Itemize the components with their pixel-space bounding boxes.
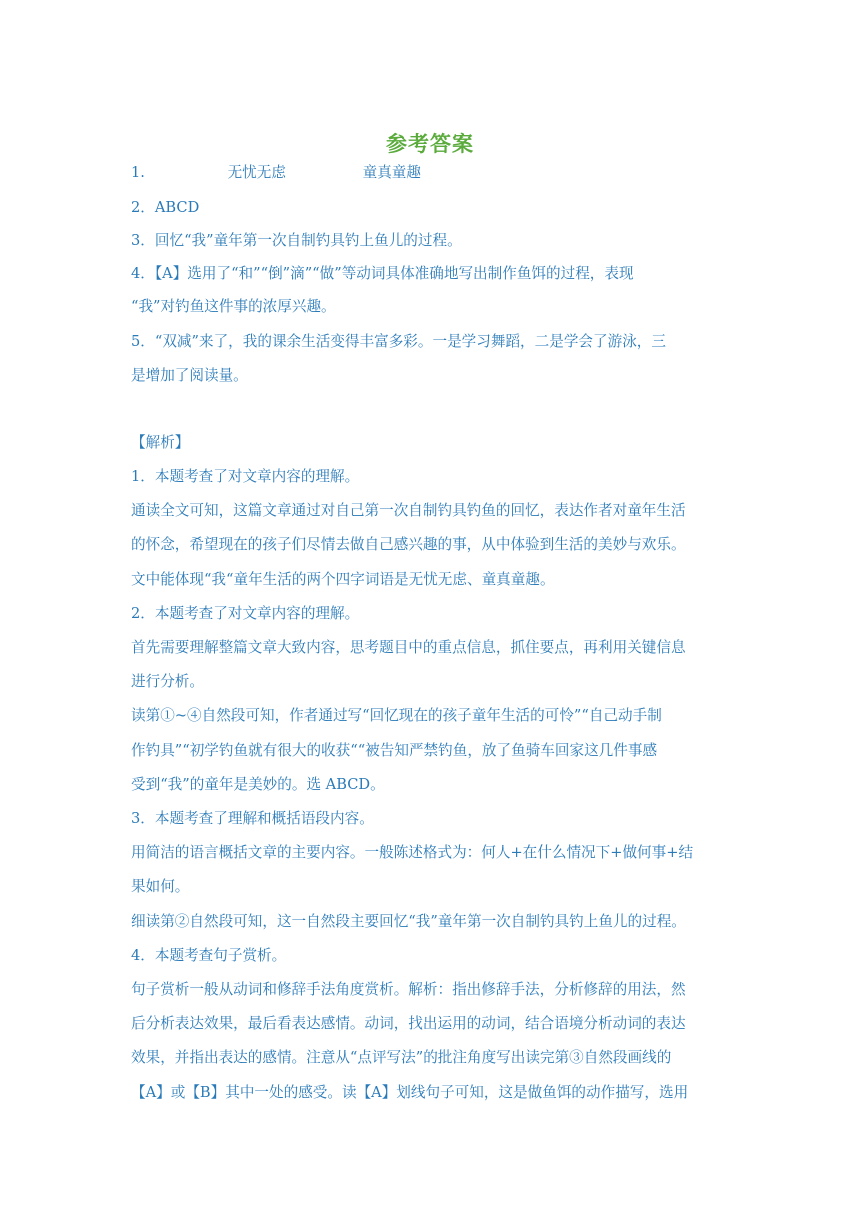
analysis-line: 作钓具”“初学钓鱼就有很大的收获““被告知严禁钓鱼，放了鱼骑车回家这几件事感: [131, 742, 658, 759]
analysis-line: 细读第②自然段可知，这一自然段主要回忆“我”童年第一次自制钓具钓上鱼儿的过程。: [131, 913, 686, 930]
answer-2: 2．ABCD: [131, 199, 200, 216]
page-title: 参考答案: [386, 132, 474, 156]
analysis-line: 4．本题考查句子赏析。: [131, 947, 287, 964]
answer-1: [131, 163, 751, 183]
analysis-line: 果如何。: [131, 878, 190, 895]
analysis-line: 句子赏析一般从动词和修辞手法角度赏析。解析：指出修辞手法，分析修辞的用法，然: [131, 981, 686, 998]
analysis-line: 的怀念，希望现在的孩子们尽情去做自己感兴趣的事，从中体验到生活的美妙与欢乐。: [131, 536, 686, 553]
answer-1-number: 1.: [131, 164, 145, 181]
answer-5-line-1: 5．“双减”来了，我的课余生活变得丰富多彩。一是学习舞蹈，二是学会了游泳，三: [131, 333, 666, 350]
analysis-line: 【A】或【B】其中一处的感受。读【A】划线句子可知，这是做鱼饵的动作描写，选用: [131, 1084, 689, 1101]
analysis-line: 读第①~④自然段可知，作者通过写“回忆现在的孩子童年生活的可怜”“自己动手制: [131, 707, 662, 724]
analysis-line: 文中能体现“我“童年生活的两个四字词语是无忧无虑、童真童趣。: [131, 571, 555, 588]
analysis-line: 2．本题考查了对文章内容的理解。: [131, 605, 360, 622]
answer-5-line-2: 是增加了阅读量。: [131, 367, 248, 384]
analysis-line: 1．本题考查了对文章内容的理解。: [131, 468, 360, 485]
answer-1-word-1: 无忧无虑: [227, 164, 286, 181]
analysis-line: 首先需要理解整篇文章大致内容，思考题目中的重点信息，抓住要点，再利用关键信息: [131, 639, 686, 656]
analysis-line: 后分析表达效果，最后看表达感情。动词，找出运用的动词，结合语境分析动词的表达: [131, 1015, 686, 1032]
answer-3: 3．回忆“我”童年第一次自制钓具钓上鱼儿的过程。: [131, 232, 462, 249]
analysis-heading: 【解析】: [131, 434, 190, 451]
answer-1-word-2: 童真童趣: [362, 164, 421, 181]
analysis-line: 通读全文可知，这篇文章通过对自己第一次自制钓具钓鱼的回忆，表达作者对童年生活: [131, 502, 686, 519]
analysis-line: 进行分析。: [131, 673, 204, 690]
answer-4-line-1: 4．【A】选用了“和”“倒”滴”“做”等动词具体准确地写出制作鱼饵的过程，表现: [131, 265, 634, 282]
analysis-line: 受到“我”的童年是美妙的。选 ABCD。: [131, 776, 385, 793]
analysis-line: 3．本题考查了理解和概括语段内容。: [131, 810, 374, 827]
analysis-line: 效果，并指出表达的感情。注意从“点评写法”的批注角度写出读完第③自然段画线的: [131, 1049, 672, 1066]
analysis-line: 用简洁的语言概括文章的主要内容。一般陈述格式为：何人+在什么情况下+做何事+结: [131, 844, 694, 861]
answer-4-line-2: “我”对钓鱼这件事的浓厚兴趣。: [131, 298, 336, 315]
